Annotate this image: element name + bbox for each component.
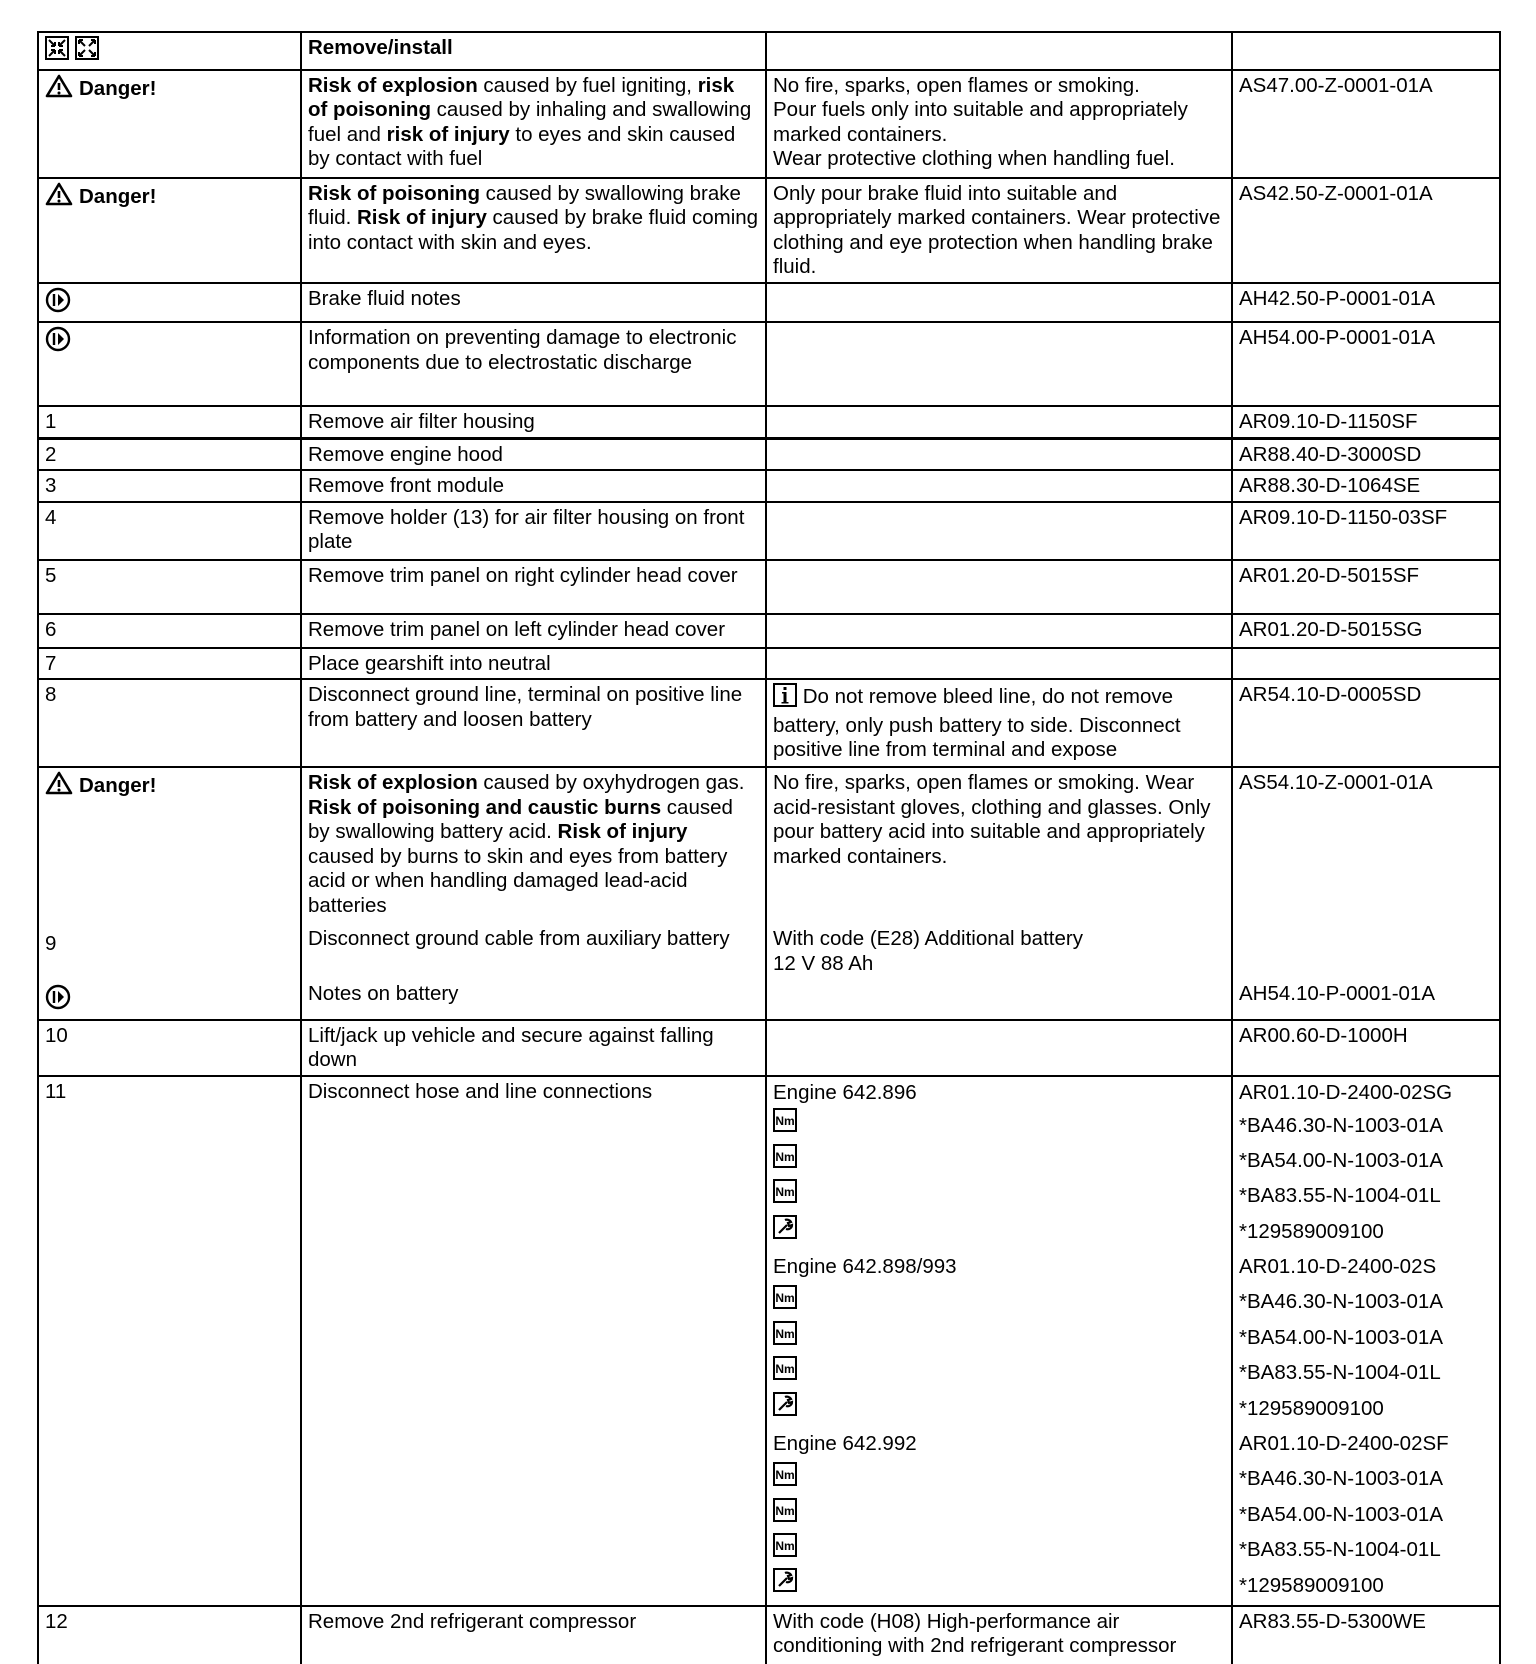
step-condition: With code (H08) High-performance air conditioning with 2nd refrigerant compressor: [773, 1609, 1177, 1658]
danger-emphasis: risk of poisoning: [308, 73, 735, 121]
torque-reference: *BA46.30-N-1003-01A: [1239, 1290, 1443, 1314]
doc-reference: AS42.50-Z-0001-01A: [1239, 181, 1433, 205]
engine-variant-label: Engine 642.896: [773, 1080, 917, 1104]
torque-nm-icon: [773, 1321, 797, 1356]
info-note: Do not remove bleed line, do not remove battery, only push battery to side. Disconnect positive line from terminal and expose: [773, 685, 1181, 761]
danger-text-segment: caused by oxyhydrogen gas.: [477, 771, 745, 794]
torque-reference: *BA83.55-N-1004-01L: [1239, 1538, 1441, 1562]
step-text: Disconnect hose and line connections: [308, 1079, 653, 1103]
step-text: Remove trim panel on right cylinder head cover: [308, 563, 738, 587]
doc-reference: AR01.20-D-5015SF: [1239, 563, 1420, 587]
step-condition: With code (E28) Additional battery 12 V 88 Ah: [773, 927, 1083, 975]
step-text: Remove trim panel on left cylinder head cover: [308, 617, 726, 641]
note-text: Information on preventing damage to electronic components due to electrostatic discharge: [308, 326, 737, 374]
tool-reference: *129589009100: [1239, 1573, 1384, 1597]
svg-text:Nm: Nm: [775, 1503, 795, 1518]
danger-text: [301, 70, 766, 178]
doc-reference: AR88.30-D-1064SE: [1239, 474, 1421, 497]
step-number: 7: [45, 651, 57, 675]
step-text: Remove holder (13) for air filter housing on front plate: [308, 505, 745, 553]
step-number: 8: [45, 683, 57, 706]
svg-text:Nm: Nm: [775, 1185, 795, 1200]
danger-row-battery: [38, 767, 1500, 1020]
svg-text:Nm: Nm: [775, 1468, 795, 1483]
note-row-esd: [38, 322, 1500, 406]
warning-triangle-icon: [45, 771, 73, 802]
danger-emphasis: Risk of explosion: [308, 73, 478, 97]
note-row-brake-fluid: [38, 283, 1500, 323]
engine-variants: [766, 1076, 1232, 1606]
doc-reference: AR54.10-D-0005SD: [1239, 683, 1422, 706]
danger-emphasis: risk of injury: [386, 122, 510, 146]
note-info-icon: [45, 287, 71, 320]
header-title: Remove/install: [308, 36, 453, 59]
danger-text-segment: caused by burns to skin and eyes from battery acid or when handling damaged lead-acid batteries: [308, 844, 728, 917]
step-row: [38, 614, 1500, 648]
step-row: [38, 560, 1500, 614]
step-row: [38, 1606, 1500, 1664]
special-tool-icon: [773, 1215, 797, 1250]
danger-emphasis: Risk of explosion: [308, 771, 478, 794]
step-text: Disconnect ground cable from auxiliary battery: [308, 927, 730, 950]
svg-text:Nm: Nm: [775, 1326, 795, 1341]
step-row-11: [38, 1076, 1500, 1606]
torque-nm-icon: [773, 1108, 797, 1143]
danger-text-segment: caused by brake fluid coming into contact with skin and eyes.: [308, 206, 759, 254]
tool-reference: *129589009100: [1239, 1219, 1384, 1243]
danger-label: Danger!: [79, 774, 157, 797]
step-text: Remove front module: [308, 474, 504, 497]
note-info-icon: [45, 984, 71, 1017]
torque-ref-marker: [773, 1284, 1225, 1319]
torque-ref-marker: [773, 1108, 1225, 1143]
step-number: 5: [45, 563, 57, 587]
danger-text-segment: caused by inhaling and swallowing fuel and: [308, 98, 752, 146]
svg-text:Nm: Nm: [775, 1539, 795, 1554]
note-info-icon: [45, 326, 71, 359]
tool-ref-marker: [773, 1391, 1225, 1426]
danger-label: Danger!: [79, 76, 157, 100]
danger-row-fuel: [38, 70, 1500, 178]
danger-text: [308, 771, 759, 927]
danger-text-segment: caused by swallowing battery acid.: [308, 795, 733, 843]
step-row: [38, 679, 1500, 767]
torque-ref-marker: [773, 1178, 1225, 1213]
tool-ref-marker: [773, 1214, 1225, 1249]
torque-ref-marker: [773, 1497, 1225, 1532]
step-number: 10: [45, 1023, 68, 1047]
step-number: 6: [45, 617, 57, 641]
step-text: Remove 2nd refrigerant compressor: [308, 1609, 637, 1633]
danger-emphasis: Risk of injury: [357, 206, 487, 229]
warning-triangle-icon: [45, 182, 73, 213]
doc-reference: AR09.10-D-1150SF: [1239, 410, 1418, 433]
step-row: [38, 406, 1500, 438]
engine-references: [1232, 1076, 1500, 1606]
doc-reference: AH54.10-P-0001-01A: [1239, 982, 1436, 1005]
torque-reference: *BA54.00-N-1003-01A: [1239, 1325, 1443, 1349]
step-text: Remove air filter housing: [308, 410, 535, 433]
step-row: [38, 438, 1500, 470]
torque-nm-icon: [773, 1144, 797, 1179]
doc-reference: AS47.00-Z-0001-01A: [1239, 73, 1433, 97]
step-row: [38, 1020, 1500, 1076]
engine-variant-label: Engine 642.898/993: [773, 1255, 957, 1279]
doc-reference: AR83.55-D-5300WE: [1239, 1609, 1426, 1633]
step-text: Lift/jack up vehicle and secure against falling down: [308, 1023, 714, 1071]
step-row: [38, 502, 1500, 560]
torque-ref-marker: [773, 1461, 1225, 1496]
torque-ref-marker: [773, 1355, 1225, 1390]
torque-ref-marker: [773, 1143, 1225, 1178]
svg-text:Nm: Nm: [775, 1362, 795, 1377]
danger-text: [301, 178, 766, 283]
torque-nm-icon: [773, 1179, 797, 1214]
torque-nm-icon: [773, 1533, 797, 1568]
doc-reference: AR09.10-D-1150-03SF: [1239, 505, 1448, 529]
doc-reference: AS54.10-Z-0001-01A: [1239, 771, 1433, 794]
danger-text-segment: caused by swallowing brake fluid.: [308, 181, 741, 229]
torque-reference: *BA83.55-N-1004-01L: [1239, 1361, 1441, 1385]
step-text: Remove engine hood: [308, 442, 503, 466]
tool-ref-marker: [773, 1568, 1225, 1603]
doc-reference: AH42.50-P-0001-01A: [1239, 286, 1436, 310]
safety-note: Wear protective clothing when handling fuel.: [773, 147, 1175, 170]
danger-label: Danger!: [79, 184, 157, 208]
svg-text:Nm: Nm: [775, 1114, 795, 1129]
safety-note: No fire, sparks, open flames or smoking. Wear acid-resistant gloves, clothing and glasses. Only pour battery acid into suitable and appropriately marked containers.: [773, 771, 1211, 868]
header-row: [38, 32, 1500, 70]
torque-reference: *BA83.55-N-1004-01L: [1239, 1184, 1441, 1208]
special-tool-icon: [773, 1568, 797, 1603]
torque-nm-icon: [773, 1498, 797, 1533]
torque-nm-icon: [773, 1462, 797, 1497]
warning-triangle-icon: [45, 74, 73, 105]
install-symbol-icon: [75, 36, 99, 67]
safety-note: Only pour brake fluid into suitable and appropriately marked containers. Wear protective clothing and eye protection when handling brake fluid.: [773, 181, 1221, 278]
step-number: 4: [45, 505, 57, 529]
svg-text:Nm: Nm: [775, 1291, 795, 1306]
torque-nm-icon: [773, 1356, 797, 1391]
torque-ref-marker: [773, 1320, 1225, 1355]
doc-reference: AR01.10-D-2400-02S: [1239, 1255, 1437, 1279]
step-number: 2: [45, 442, 57, 466]
info-i-icon: [773, 683, 797, 714]
doc-reference: AH54.00-P-0001-01A: [1239, 326, 1436, 349]
step-text: Place gearshift into neutral: [308, 651, 551, 675]
danger-emphasis: Risk of poisoning: [308, 181, 480, 205]
step-text: Disconnect ground line, terminal on positive line from battery and loosen battery: [308, 683, 743, 731]
special-tool-icon: [773, 1392, 797, 1427]
doc-reference: AR00.60-D-1000H: [1239, 1023, 1408, 1047]
torque-nm-icon: [773, 1285, 797, 1320]
step-number: 9: [45, 931, 57, 955]
step-number: 11: [45, 1079, 67, 1103]
danger-text-segment: to eyes and skin caused by contact with fuel: [308, 122, 736, 170]
step-number: 3: [45, 474, 57, 497]
procedure-table: [37, 31, 1499, 1664]
safety-note: Pour fuels only into suitable and appropriately marked containers.: [773, 98, 1188, 146]
torque-ref-marker: [773, 1532, 1225, 1567]
doc-reference: AR88.40-D-3000SD: [1239, 442, 1422, 466]
danger-text-segment: caused by fuel igniting,: [477, 73, 698, 97]
torque-reference: *BA54.00-N-1003-01A: [1239, 1148, 1443, 1172]
svg-text:Nm: Nm: [775, 1149, 795, 1164]
note-text: Notes on battery: [308, 982, 459, 1005]
step-number: 1: [45, 410, 57, 433]
step-row: [38, 648, 1500, 680]
note-text: Brake fluid notes: [308, 286, 461, 310]
remove-symbol-icon: [45, 36, 69, 67]
torque-reference: *BA46.30-N-1003-01A: [1239, 1467, 1443, 1491]
safety-note: No fire, sparks, open flames or smoking.: [773, 73, 1140, 97]
danger-emphasis: Risk of injury: [557, 820, 688, 843]
step-row: [38, 470, 1500, 502]
doc-reference: AR01.10-D-2400-02SF: [1239, 1432, 1449, 1456]
danger-row-brake-fluid: [38, 178, 1500, 283]
tool-reference: *129589009100: [1239, 1396, 1384, 1420]
danger-emphasis: Risk of poisoning and caustic burns: [308, 795, 662, 819]
doc-reference: AR01.20-D-5015SG: [1239, 617, 1423, 641]
torque-reference: *BA54.00-N-1003-01A: [1239, 1502, 1443, 1526]
doc-reference: AR01.10-D-2400-02SG: [1239, 1080, 1453, 1104]
engine-variant-label: Engine 642.992: [773, 1432, 917, 1456]
torque-reference: *BA46.30-N-1003-01A: [1239, 1113, 1443, 1137]
step-number: 12: [45, 1609, 68, 1633]
